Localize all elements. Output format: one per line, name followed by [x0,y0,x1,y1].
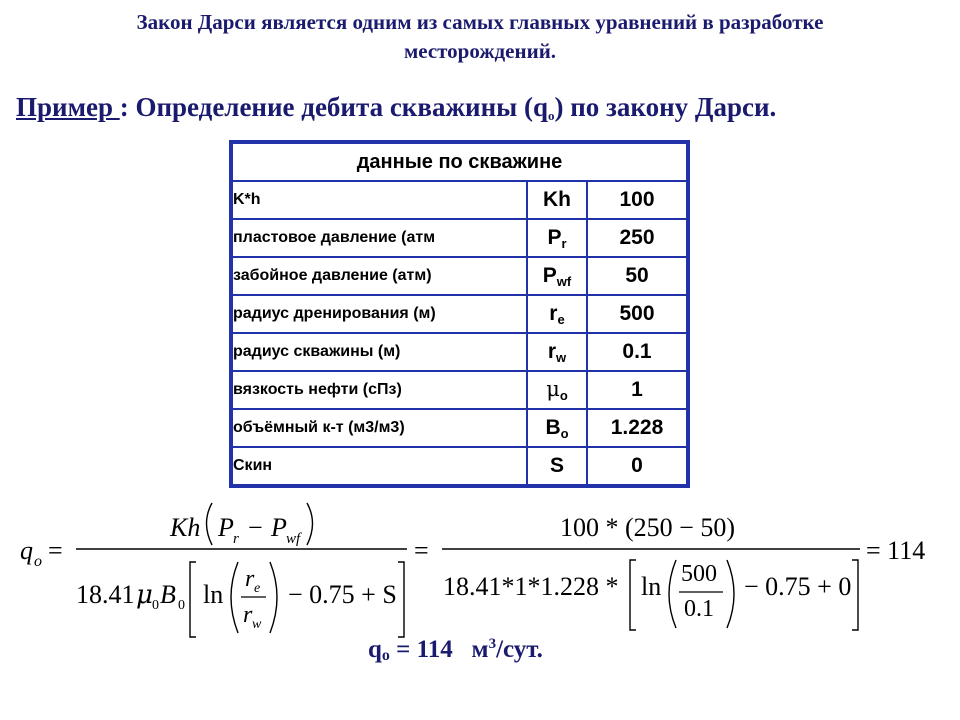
ln-re: r [245,566,255,592]
row-label: вязкость нефти (сПз) [231,371,527,409]
formula-eq: = [48,536,63,565]
row-symbol: $P_{wf}$ [527,257,587,295]
ln-re-sub: e [254,581,261,596]
denominator-2-tail: − 0.75 + 0 [744,572,852,601]
denominator-mu: μ [136,580,153,610]
result-q-sub: o [381,647,390,664]
numerator-kh: Kh [170,513,201,542]
row-label: K*h [231,181,527,219]
row-value: 1 [587,371,688,409]
formula-lhs: q [20,536,33,565]
numerator-2: 100 * (250 − 50) [560,513,735,542]
numerator-paren-left [207,503,213,545]
example-sub: o [547,108,555,123]
denominator-b-sub: 0 [178,598,185,613]
formula-eq-2: = [414,536,429,565]
row-label: радиус скважины (м) [231,333,527,371]
example-text: : Определение дебита скважины (q [119,92,548,122]
result-value: = 114 м [389,636,489,663]
row-symbol: Kh [527,181,587,219]
ln-2: ln [641,572,662,601]
row-symbol: $r_w$ [527,333,587,371]
row-symbol: $r_e$ [527,295,587,333]
denominator-mu-sub: 0 [152,598,159,613]
example-tail: ) по закону Дарси. [554,92,777,122]
ln-rw-sub: w [252,617,262,632]
result-sup: 3 [488,636,497,652]
row-symbol: S [527,447,587,486]
row-value: 0 [587,447,688,486]
formula-rhs: = 114 [866,536,926,565]
ln-1: ln [203,580,224,609]
title-line-1: Закон Дарси является одним из самых главных уравнений в разработке [136,10,824,34]
ln-paren-right-1 [270,562,277,633]
ln2-denominator: 0.1 [684,596,714,622]
row-value: 0.1 [587,333,688,371]
bracket-right-2 [852,560,858,630]
result-q: q [368,636,382,663]
row-label: Скин [231,447,527,486]
formula-lhs-sub: o [34,553,42,570]
ln-rw: r [243,602,253,628]
denominator-b: B [160,580,176,609]
ln-paren-right-2 [727,560,734,628]
numerator-minus: − [248,513,263,542]
row-value: 250 [587,219,688,257]
denominator-tail: − 0.75 + S [288,580,397,609]
bracket-right-1 [398,562,404,637]
row-value: 100 [587,181,688,219]
row-symbol: $\mu_o$ [527,371,587,409]
numerator-pr: P [218,513,234,542]
ln-paren-left-2 [669,560,676,628]
row-value: 1.228 [587,409,688,447]
numerator-paren-right [307,503,313,545]
result-unit: /сут. [496,636,543,663]
row-label: пластовое давление (атм [231,219,527,257]
ln-paren-left-1 [231,562,238,633]
row-symbol: $P_r$ [527,219,587,257]
bracket-left-2 [630,560,636,630]
row-value: 50 [587,257,688,295]
numerator-pwf: P [271,513,287,542]
table-header: данные по скважине [231,142,688,181]
row-label: забойное давление (атм) [231,257,527,295]
denominator-2-coef: 18.41*1*1.228 * [443,572,619,601]
row-value: 500 [587,295,688,333]
example-label: Пример [16,92,120,122]
row-label: объёмный к-т (м3/м3) [231,409,527,447]
row-label: радиус дренирования (м) [231,295,527,333]
ln2-numerator: 500 [681,561,717,587]
denominator-coef: 18.41 [76,580,135,609]
result-line [368,636,543,665]
numerator-pr-sub: r [233,531,239,547]
numerator-pwf-sub: wf [286,531,301,547]
bracket-left-1 [190,562,196,637]
title-line-2: месторождений. [403,39,557,63]
row-symbol: $B_o$ [527,409,587,447]
